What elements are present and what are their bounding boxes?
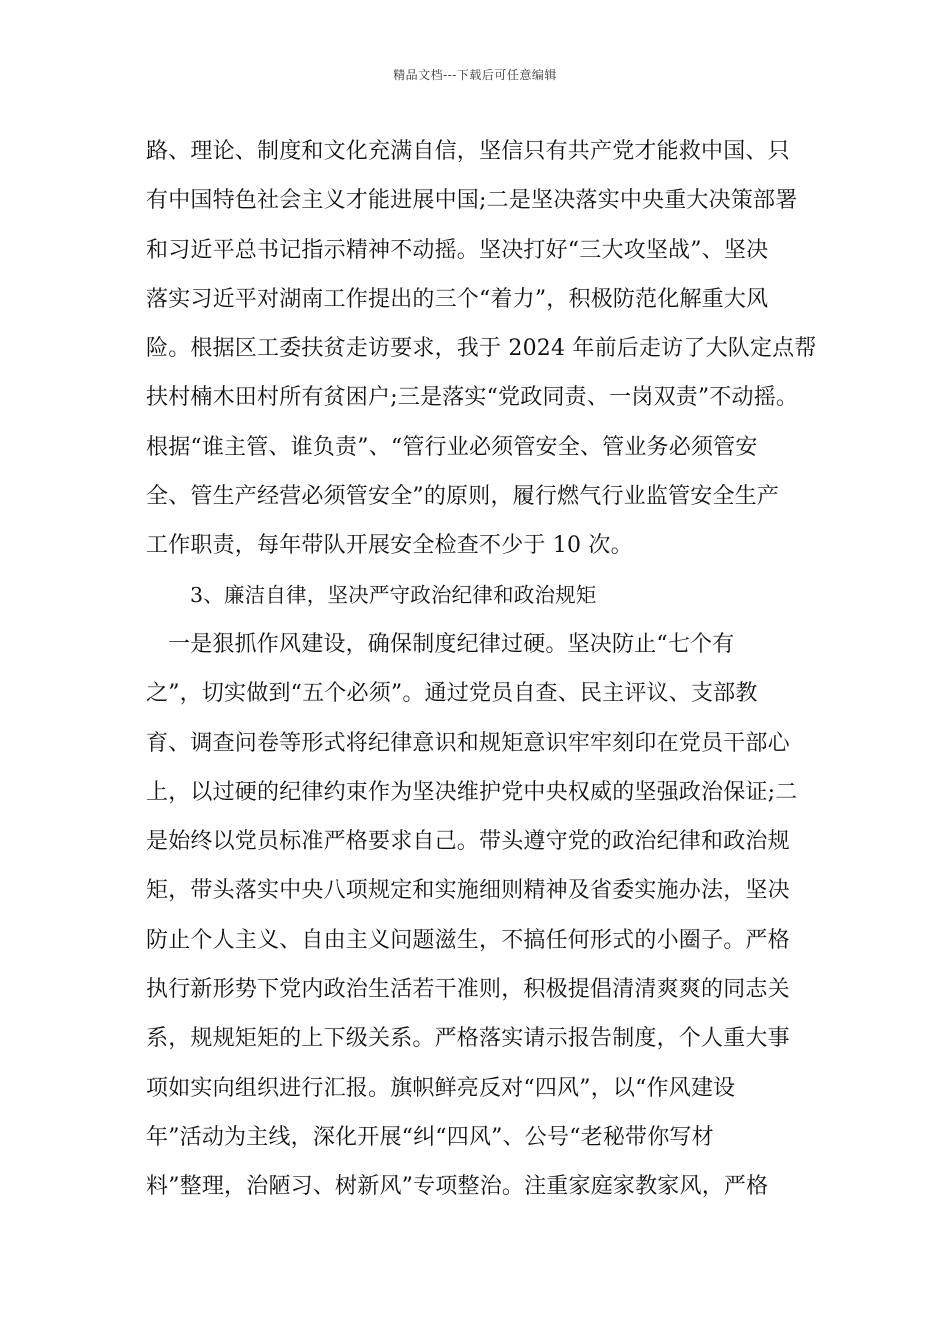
text-line: 是始终以党员标准严格要求自己。带头遵守党的政治纪律和政治规	[146, 829, 790, 855]
text-line: 防止个人主义、自由主义问题滋生，不搞任何形式的小圈子。严格	[146, 927, 790, 953]
text-line: 路、理论、制度和文化充满自信，坚信只有共产党才能救中国、只	[146, 139, 790, 164]
text-line: 料”整理，治陋习、树新风”专项整治。注重家庭家教家风，严格	[146, 1174, 769, 1200]
page-header: 精品文档---下载后可任意编辑	[393, 68, 557, 82]
document-body	[146, 127, 826, 1212]
text-line: 全、管生产经营必须管安全”的原则，履行燃气行业监管安全生产	[146, 484, 780, 510]
text-line: 项如实向组织进行汇报。旗帜鲜亮反对“四风”，以“作风建设	[146, 1075, 736, 1101]
text-line: 矩，带头落实中央八项规定和实施细则精神及省委实施办法，坚决	[146, 878, 790, 904]
text-line: 扶村楠木田村所有贫困户;三是落实“党政同责、一岗双责”不动摇。	[146, 385, 799, 411]
paragraph-1	[146, 127, 826, 571]
text-line: 之”，切实做到“五个必须”。通过党员自查、民主评议、支部教	[146, 681, 758, 707]
paragraph-2	[146, 620, 826, 1212]
text-line: 上，以过硬的纪律约束作为坚决维护党中央权威的坚强政治保证;二	[146, 779, 798, 805]
text-line: 和习近平总书记指示精神不动摇。坚决打好“三大攻坚战”、坚决	[146, 237, 769, 263]
text-line: 险。根据区工委扶贫走访要求，我于 2024 年前后走访了大队定点帮	[146, 336, 817, 362]
text-line: 工作职责，每年带队开展安全检查不少于 10 次。	[146, 533, 633, 559]
text-line: 育、调查问卷等形式将纪律意识和规矩意识牢牢刻印在党员干部心	[146, 730, 790, 756]
section-heading: 3、廉洁自律，坚决严守政治纪律和政治规矩	[190, 582, 597, 607]
text-line: 一是狠抓作风建设，确保制度纪律过硬。坚决防止“七个有	[168, 631, 735, 657]
text-line: 执行新形势下党内政治生活若干准则，积极提倡清清爽爽的同志关	[146, 977, 790, 1003]
text-line: 有中国特色社会主义才能进展中国;二是坚决落实中央重大决策部署	[146, 188, 798, 214]
text-line: 系，规规矩矩的上下级关系。严格落实请示报告制度，个人重大事	[146, 1026, 790, 1052]
text-line: 根据“谁主管、谁负责”、“管行业必须管安全、管业务必须管安	[146, 434, 758, 460]
text-line: 落实习近平对湖南工作提出的三个“着力”，积极防范化解重大风	[146, 286, 769, 312]
text-line: 年”活动为主线，深化开展“纠“四风”、公号“老秘带你写材	[146, 1124, 714, 1150]
